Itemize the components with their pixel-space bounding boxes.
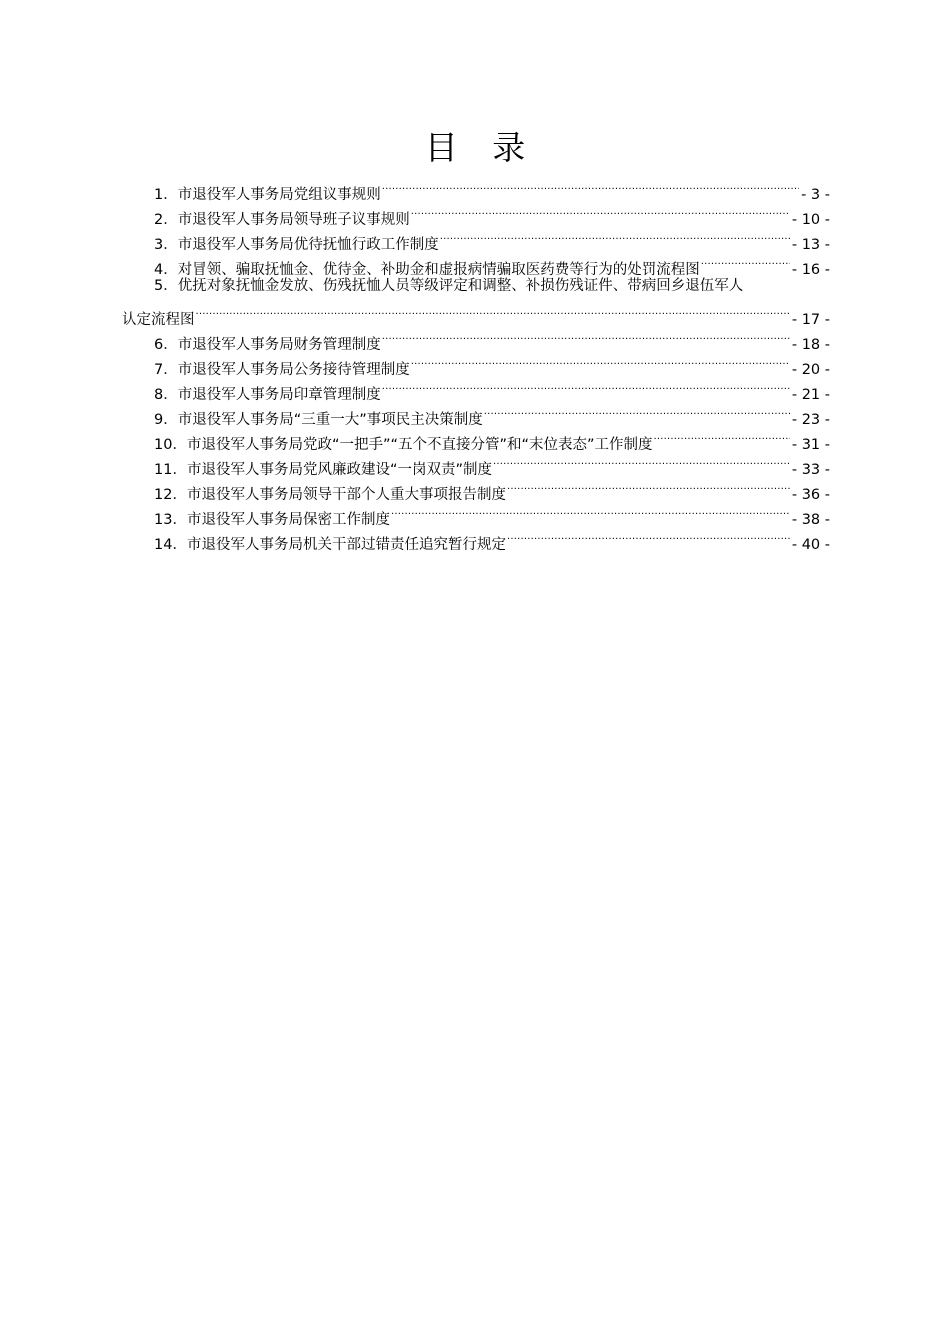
dot-leader — [506, 474, 790, 499]
dot-leader — [381, 374, 790, 399]
toc-entry-label: 4．对冒领、骗取抚恤金、优待金、补助金和虚报病情骗取医药费等行为的处罚流程图 — [154, 262, 700, 278]
toc-page-number: - 36 - — [791, 487, 830, 503]
toc-page-number: - 38 - — [791, 512, 830, 528]
toc-page-number: - 17 - — [791, 312, 830, 328]
toc-entry-label: 2．市退役军人事务局领导班子议事规则 — [154, 212, 410, 228]
toc-entry-label: 8．市退役军人事务局印章管理制度 — [154, 387, 381, 403]
dot-leader — [410, 349, 790, 374]
toc-page-number: - 3 - — [801, 187, 830, 203]
toc-entry[interactable] — [122, 324, 830, 353]
table-of-contents — [122, 174, 830, 553]
toc-entry-label: 5．优抚对象抚恤金发放、伤残抚恤人员等级评定和调整、补损伤残证件、带病回乡退伍军人 — [154, 278, 744, 294]
toc-entry-label: 12．市退役军人事务局领导干部个人重大事项报告制度 — [154, 487, 506, 503]
toc-entry[interactable] — [122, 274, 830, 328]
toc-page-number: - 33 - — [791, 462, 830, 478]
dot-leader — [195, 299, 790, 324]
toc-entry-label: 13．市退役军人事务局保密工作制度 — [154, 512, 390, 528]
toc-entry-label: 6．市退役军人事务局财务管理制度 — [154, 337, 381, 353]
dot-leader — [381, 324, 790, 349]
toc-page-number: - 20 - — [791, 362, 830, 378]
toc-page-number: - 13 - — [791, 237, 830, 253]
dot-leader — [381, 174, 799, 199]
dot-leader — [653, 424, 790, 449]
dot-leader — [390, 499, 790, 524]
toc-entry-label-continued: 认定流程图 — [122, 312, 195, 328]
dot-leader — [506, 524, 790, 549]
toc-page-number: - 21 - — [791, 387, 830, 403]
toc-entry-label: 10．市退役军人事务局党政“一把手”“五个不直接分管”和“末位表态”工作制度 — [154, 437, 653, 453]
toc-entry[interactable] — [122, 174, 830, 203]
toc-entry-label: 7．市退役军人事务局公务接待管理制度 — [154, 362, 410, 378]
toc-page-number: - 18 - — [791, 337, 830, 353]
toc-page-number: - 40 - — [791, 537, 830, 553]
toc-page-number: - 16 - — [791, 262, 830, 278]
toc-title: 目 录 — [424, 128, 538, 167]
toc-entry-label: 3．市退役军人事务局优待抚恤行政工作制度 — [154, 237, 439, 253]
toc-page-number: - 10 - — [791, 212, 830, 228]
toc-page-number: - 31 - — [791, 437, 830, 453]
toc-entry-label: 9．市退役军人事务局“三重一大”事项民主决策制度 — [154, 412, 483, 428]
dot-leader — [439, 224, 790, 249]
toc-entry-label: 11．市退役军人事务局党风廉政建设“一岗双责”制度 — [154, 462, 492, 478]
dot-leader — [492, 449, 790, 474]
toc-entry-label: 1．市退役军人事务局党组议事规则 — [154, 187, 381, 203]
toc-entry-continuation — [122, 299, 830, 328]
dot-leader — [700, 249, 790, 274]
toc-entry-label: 14．市退役军人事务局机关干部过错责任追究暂行规定 — [154, 537, 506, 553]
dot-leader — [483, 399, 790, 424]
toc-page-number: - 23 - — [791, 412, 830, 428]
dot-leader — [410, 199, 790, 224]
